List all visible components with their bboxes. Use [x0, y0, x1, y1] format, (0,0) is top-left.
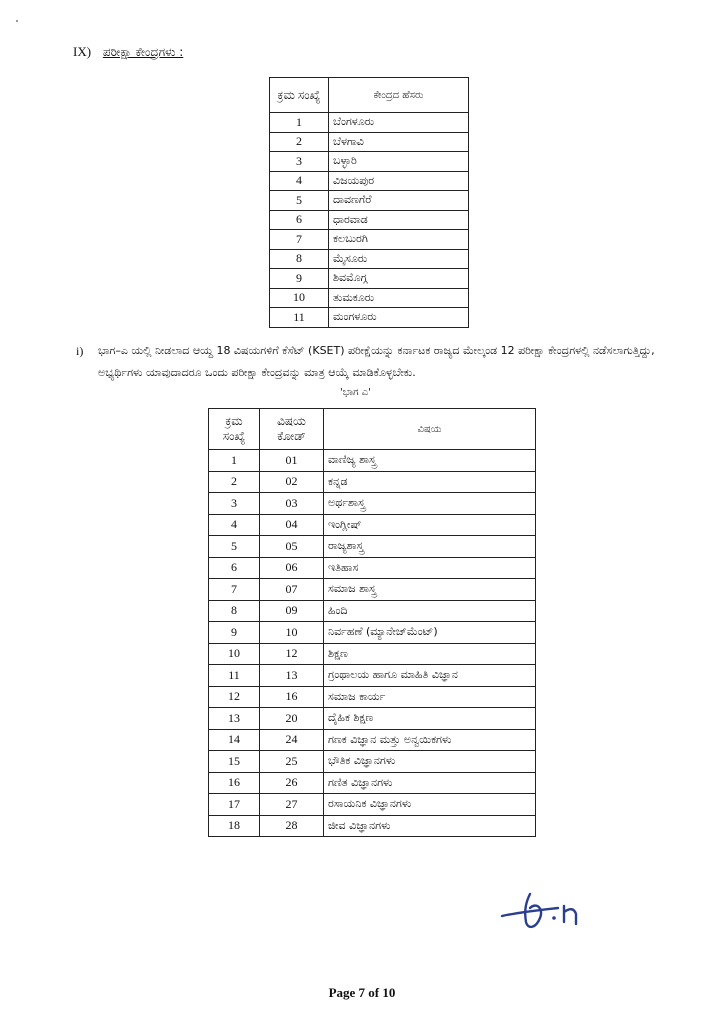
cell-serial: 14 — [209, 729, 260, 751]
cell-centre-name: ಮಂಗಳೂರು — [329, 308, 469, 328]
cell-subject-code: 09 — [260, 600, 324, 622]
cell-subject-code: 06 — [260, 557, 324, 579]
table-row — [209, 729, 536, 751]
cell-subject-code: 04 — [260, 514, 324, 536]
cell-serial: 13 — [209, 708, 260, 730]
cell-serial: 5 — [209, 536, 260, 558]
section-heading — [73, 44, 183, 60]
cell-subject: ಗಣಿತ ವಿಜ್ಞಾನಗಳು — [324, 772, 536, 794]
cell-subject: ನಿರ್ವಹಣೆ (ಮ್ಯಾನೇಜ್‌ಮೆಂಟ್) — [324, 622, 536, 644]
table-row — [209, 751, 536, 773]
cell-subject-code: 13 — [260, 665, 324, 687]
cell-subject-code: 03 — [260, 493, 324, 515]
cell-subject: ಹಿಂದಿ — [324, 600, 536, 622]
cell-serial: 16 — [209, 772, 260, 794]
cell-centre-name: ಕಲಬುರಗಿ — [329, 230, 469, 250]
table-row — [209, 536, 536, 558]
table-row — [209, 643, 536, 665]
cell-serial: 17 — [209, 794, 260, 816]
cell-subject-code: 02 — [260, 471, 324, 493]
section-title: ಪರೀಕ್ಷಾ ಕೇಂದ್ರಗಳು : — [102, 45, 184, 59]
cell-serial: 8 — [270, 249, 329, 269]
table-row — [209, 514, 536, 536]
cell-subject: ಇಂಗ್ಲೀಷ್ — [324, 514, 536, 536]
cell-centre-name: ವಿಜಯಪುರ — [329, 171, 469, 191]
col-header-serial: ಕ್ರಮ ಸಂಖ್ಯೆ — [209, 409, 260, 450]
col-header-serial: ಕ್ರಮ ಸಂಖ್ಯೆ — [270, 78, 329, 113]
cell-subject-code: 01 — [260, 450, 324, 472]
table-row — [209, 600, 536, 622]
cell-subject: ಕನ್ನಡ — [324, 471, 536, 493]
cell-subject: ಜೀವ ವಿಜ್ಞಾನಗಳು — [324, 815, 536, 837]
paragraph-text: ಭಾಗ–ಎ ಯಲ್ಲಿ ನೀಡಲಾದ ಆಯ್ದ 18 ವಿಷಯಗಳಿಗೆ ಕೆಸೆಟ್ (KSET) ಪರೀಕ್ಷೆಯನ್ನು ಕರ್ನಾಟಕ ರಾಜ್ಯದ ಮೇಲ್ಕಂಡ 12 ಪರೀಕ್ಷಾ ಕೇಂದ್ರಗಳಲ್ಲಿ ನಡೆಸಲಾಗುತ್ತಿದ್ದು, ಅಭ್ಯರ್ಥಿಗಳು ಯಾವುದಾದರೂ ಒಂದು ಪರೀಕ್ಷಾ ಕೇಂದ್ರವನ್ನು ಮಾತ್ರ ಆಯ್ಕೆ ಮಾಡಿಕೊಳ್ಳಬೇಕು. — [98, 344, 655, 379]
cell-subject: ಶಿಕ್ಷಣ — [324, 643, 536, 665]
cell-serial: 10 — [270, 288, 329, 308]
cell-subject-code: 27 — [260, 794, 324, 816]
cell-serial: 4 — [209, 514, 260, 536]
cell-serial: 11 — [209, 665, 260, 687]
signature-scribble-icon — [500, 888, 590, 934]
cell-serial: 11 — [270, 308, 329, 328]
table-header-row — [209, 409, 536, 450]
exam-centres-table — [269, 77, 469, 328]
cell-serial: 8 — [209, 600, 260, 622]
section-number: IX) — [73, 44, 92, 59]
cell-subject-code: 24 — [260, 729, 324, 751]
table-row — [209, 471, 536, 493]
table-row — [209, 665, 536, 687]
table-row — [270, 191, 469, 211]
subjects-body — [209, 450, 536, 837]
table-row — [270, 249, 469, 269]
part-a-caption: 'ಭಾಗ ಎ' — [340, 387, 371, 398]
cell-serial: 7 — [270, 230, 329, 250]
table-row — [209, 557, 536, 579]
instruction-paragraph — [76, 340, 676, 384]
col-header-subject: ವಿಷಯ — [324, 409, 536, 450]
cell-subject-code: 25 — [260, 751, 324, 773]
page-footer: Page 7 of 10 — [328, 985, 396, 1000]
cell-subject: ಭೌತಿಕ ವಿಜ್ಞಾನಗಳು — [324, 751, 536, 773]
table-row — [270, 308, 469, 328]
exam-centres-body — [270, 113, 469, 328]
table-row — [209, 493, 536, 515]
cell-subject: ಗ್ರಂಥಾಲಯ ಹಾಗೂ ಮಾಹಿತಿ ವಿಜ್ಞಾನ — [324, 665, 536, 687]
cell-subject: ಸಮಾಜ ಕಾರ್ಯ — [324, 686, 536, 708]
table-header-row — [270, 78, 469, 113]
cell-subject: ರಾಜ್ಯಶಾಸ್ತ್ರ — [324, 536, 536, 558]
table-row — [209, 772, 536, 794]
cell-subject-code: 05 — [260, 536, 324, 558]
cell-centre-name: ಧಾರವಾಡ — [329, 210, 469, 230]
cell-subject: ಗಣಕ ವಿಜ್ಞಾನ ಮತ್ತು ಅನ್ವಯಿಕಗಳು — [324, 729, 536, 751]
table-row — [270, 171, 469, 191]
paragraph-marker: i) — [76, 344, 84, 358]
cell-subject-code: 07 — [260, 579, 324, 601]
cell-serial: 3 — [270, 152, 329, 172]
col-header-centre-name: ಕೇಂದ್ರದ ಹೆಸರು — [329, 78, 469, 113]
cell-subject-code: 12 — [260, 643, 324, 665]
table-row — [270, 269, 469, 289]
cell-serial: 12 — [209, 686, 260, 708]
cell-subject-code: 16 — [260, 686, 324, 708]
cell-serial: 15 — [209, 751, 260, 773]
cell-serial: 7 — [209, 579, 260, 601]
cell-serial: 4 — [270, 171, 329, 191]
table-row — [209, 622, 536, 644]
table-row — [209, 579, 536, 601]
cell-serial: 10 — [209, 643, 260, 665]
cell-subject-code: 10 — [260, 622, 324, 644]
cell-centre-name: ಮೈಸೂರು — [329, 249, 469, 269]
cell-serial: 2 — [270, 132, 329, 152]
cell-centre-name: ದಾವಣಗೆರೆ — [329, 191, 469, 211]
cell-centre-name: ಬೆಂಗಳೂರು — [329, 113, 469, 133]
cell-serial: 6 — [209, 557, 260, 579]
cell-subject: ವಾಣಿಜ್ಯ ಶಾಸ್ತ್ರ — [324, 450, 536, 472]
table-row — [270, 152, 469, 172]
cell-subject: ದೈಹಿಕ ಶಿಕ್ಷಣ — [324, 708, 536, 730]
table-row — [209, 794, 536, 816]
cell-centre-name: ಬಳ್ಳಾರಿ — [329, 152, 469, 172]
cell-serial: 5 — [270, 191, 329, 211]
cell-subject: ಅರ್ಥಶಾಸ್ತ್ರ — [324, 493, 536, 515]
cell-serial: 3 — [209, 493, 260, 515]
table-row — [270, 288, 469, 308]
table-row — [270, 210, 469, 230]
table-row — [270, 113, 469, 133]
cell-serial: 9 — [270, 269, 329, 289]
table-row — [270, 132, 469, 152]
cell-subject-code: 26 — [260, 772, 324, 794]
cell-serial: 9 — [209, 622, 260, 644]
cell-centre-name: ತುಮಕೂರು — [329, 288, 469, 308]
cell-subject-code: 20 — [260, 708, 324, 730]
cell-subject: ಇತಿಹಾಸ — [324, 557, 536, 579]
cell-serial: 18 — [209, 815, 260, 837]
table-row — [209, 815, 536, 837]
subjects-table — [208, 408, 536, 837]
signature — [500, 888, 590, 938]
cell-serial: 6 — [270, 210, 329, 230]
cell-subject: ರಸಾಯನಿಕ ವಿಜ್ಞಾನಗಳು — [324, 794, 536, 816]
cell-serial: 1 — [270, 113, 329, 133]
cell-subject: ಸಮಾಜ ಶಾಸ್ತ್ರ — [324, 579, 536, 601]
cell-centre-name: ಶಿವಮೊಗ್ಗ — [329, 269, 469, 289]
scan-speck — [16, 20, 18, 22]
cell-subject-code: 28 — [260, 815, 324, 837]
cell-centre-name: ಬೆಳಗಾವಿ — [329, 132, 469, 152]
col-header-subject-code: ವಿಷಯ ಕೋಡ್ — [260, 409, 324, 450]
table-row — [209, 686, 536, 708]
table-row — [270, 230, 469, 250]
cell-serial: 2 — [209, 471, 260, 493]
table-row — [209, 450, 536, 472]
cell-serial: 1 — [209, 450, 260, 472]
table-row — [209, 708, 536, 730]
